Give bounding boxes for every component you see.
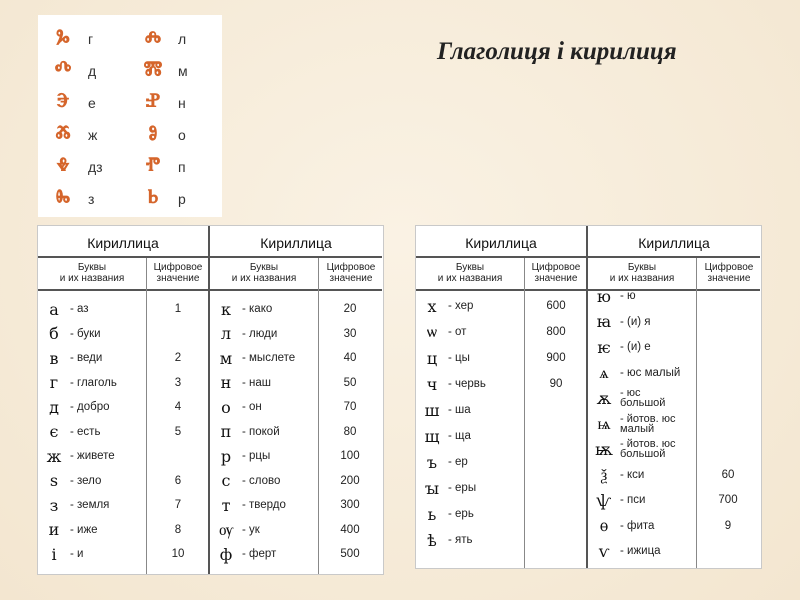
table-a-right-group: [210, 226, 382, 574]
letter-name: - хер: [448, 300, 474, 312]
table-row: [588, 437, 696, 461]
numeric-value: 60: [721, 468, 735, 481]
table-row: [416, 398, 524, 422]
letter-name: - мыслете: [242, 352, 296, 364]
glagolitic-row: [44, 87, 128, 119]
glagolitic-letter: дз: [88, 159, 103, 175]
glagolitic-glyph: ⰿ: [143, 56, 163, 86]
cyrillic-letter: т: [221, 495, 231, 515]
cyrillic-letter: ж: [46, 446, 62, 466]
table-row: [38, 444, 146, 468]
table-row: [38, 297, 182, 321]
table-row: [38, 322, 146, 346]
header-rule: [210, 289, 382, 291]
table-row: [38, 371, 182, 395]
numeric-value: 3: [174, 376, 182, 389]
glagolitic-letter: е: [88, 95, 96, 111]
cyrillic-letter: к: [221, 299, 231, 319]
letters-header: Буквы и их названия: [609, 262, 675, 284]
table-row: [588, 514, 732, 538]
table-row: [210, 420, 357, 444]
numeric-value: 90: [549, 378, 563, 390]
table-row: [210, 542, 360, 566]
column-divider: [318, 258, 319, 574]
glagolitic-glyph: ⰴ: [54, 56, 72, 86]
letter-name: - веди: [70, 352, 103, 364]
letter-name: - иже: [70, 523, 98, 536]
letter-name: - цы: [448, 352, 470, 364]
letter-name: - (и) я: [620, 315, 651, 328]
table-row: [588, 310, 696, 334]
table-row: [38, 518, 182, 542]
letter-name: - йотов. юс малый: [620, 412, 676, 435]
table-row: [210, 518, 360, 542]
table-row: [416, 528, 524, 552]
letter-name: - зело: [70, 474, 102, 487]
table-row: [588, 386, 696, 410]
cyrillic-letter: ѣ: [427, 530, 437, 550]
table-row: [588, 539, 696, 563]
cyrillic-letter: і: [51, 544, 57, 564]
slide-title: Глаголиця і кирилиця: [437, 38, 677, 65]
numeric-value: 10: [171, 548, 185, 560]
letter-name: - червь: [448, 378, 486, 390]
letter-name: - пси: [620, 494, 646, 506]
letter-name: - аз: [70, 303, 89, 315]
numeric-value: 2: [174, 352, 182, 364]
glagolitic-glyph: ⰶ: [55, 120, 71, 150]
cyrillic-letter: ѭ: [595, 439, 613, 459]
table-row: [38, 346, 182, 370]
column-title: Кириллица: [416, 230, 586, 258]
table-row: [38, 542, 185, 566]
glagolitic-glyph: ⱂ: [145, 152, 161, 182]
letter-name: - он: [242, 401, 262, 413]
column-title: Кириллица: [588, 230, 760, 258]
numeric-value: 9: [724, 519, 732, 532]
letter-name: - глаголь: [70, 376, 117, 389]
letter-name: - йотов. юс большой: [620, 438, 676, 460]
glagolitic-row: [134, 183, 218, 215]
table-b-left-group: [416, 226, 588, 568]
glagolitic-row: [44, 151, 128, 183]
table-row: [588, 361, 696, 385]
letter-name: - и: [70, 548, 84, 560]
values-header: Цифровое значение: [153, 262, 203, 284]
numeric-value: 5: [174, 425, 182, 438]
glagolitic-row: [134, 23, 218, 55]
table-row: [38, 420, 182, 444]
cyrillic-table-a: [37, 225, 384, 575]
cyrillic-letter: м: [219, 348, 233, 368]
table-a-left-group: [38, 226, 210, 574]
cyrillic-table-b: [415, 225, 762, 569]
numeric-value: 40: [343, 352, 357, 364]
numeric-value: 50: [343, 376, 357, 389]
cyrillic-letter: ф: [219, 544, 233, 564]
glagolitic-row: [44, 183, 128, 215]
table-row: [416, 372, 563, 396]
numeric-value: 200: [340, 474, 360, 487]
column-title: Кириллица: [38, 230, 208, 258]
letter-name: - ферт: [242, 548, 277, 560]
column-divider: [146, 258, 147, 574]
cyrillic-letter: ѯ: [600, 464, 608, 484]
cyrillic-letter: ѫ: [596, 388, 612, 408]
cyrillic-letter: п: [220, 422, 232, 441]
letter-name: - люди: [242, 327, 278, 340]
cyrillic-letter: ꙑ: [424, 478, 440, 498]
cyrillic-letter: ц: [426, 348, 438, 368]
letter-name: - ять: [448, 534, 473, 546]
numeric-value: 800: [546, 326, 566, 338]
cyrillic-letter: ѵ: [598, 541, 610, 561]
letter-name: - земля: [70, 499, 110, 511]
table-row: [416, 294, 566, 318]
header-rule: [416, 289, 586, 291]
glagolitic-letter: л: [178, 31, 187, 47]
letter-name: - ер: [448, 456, 468, 468]
cyrillic-letter: ꙗ: [596, 312, 612, 331]
cyrillic-letter: ѡ: [426, 322, 438, 341]
letter-name: - от: [448, 326, 467, 338]
cyrillic-letter: ч: [426, 374, 438, 394]
cyrillic-letter: ѧ: [599, 362, 609, 382]
table-row: [588, 463, 735, 487]
letter-name: - живете: [70, 450, 115, 462]
glagolitic-glyph: ⱁ: [148, 120, 158, 150]
cyrillic-letter: ѹ: [218, 519, 234, 539]
glagolitic-letter: д: [88, 63, 97, 79]
numeric-value: 30: [343, 327, 357, 340]
cyrillic-letter: ѕ: [49, 471, 59, 490]
letter-name: - ерь: [448, 508, 474, 520]
cyrillic-letter: х: [427, 296, 437, 316]
numeric-value: 20: [343, 303, 357, 315]
letter-name: - како: [242, 303, 273, 315]
letters-header: Буквы и их названия: [59, 262, 125, 284]
values-header: Цифровое значение: [531, 262, 581, 284]
numeric-value: 4: [174, 401, 182, 413]
numeric-value: 400: [340, 523, 360, 536]
cyrillic-letter: з: [49, 495, 59, 515]
numeric-value: 300: [340, 499, 360, 511]
glagolitic-glyph: ⰵ: [56, 88, 70, 118]
table-row: [588, 335, 696, 359]
column-divider: [696, 258, 697, 568]
letter-name: - твердо: [242, 499, 286, 511]
values-header: Цифровое значение: [704, 262, 754, 284]
letter-name: - покой: [242, 425, 280, 438]
numeric-value: 80: [343, 425, 357, 438]
numeric-value: 600: [546, 300, 566, 312]
glagolitic-letter: о: [178, 127, 186, 143]
cyrillic-letter: щ: [424, 426, 440, 446]
table-row: [38, 469, 182, 493]
glagolitic-glyph: ⰷ: [56, 152, 70, 182]
letters-header: Буквы и их названия: [437, 262, 503, 284]
letter-name: - рцы: [242, 450, 271, 462]
cyrillic-letter: о: [221, 397, 231, 417]
letter-name: - юс большой: [620, 387, 666, 409]
table-row: [416, 424, 524, 448]
cyrillic-letter: ю: [597, 286, 611, 306]
column-title: Кириллица: [210, 230, 382, 258]
glagolitic-letter: з: [88, 191, 95, 207]
letter-name: - добро: [70, 401, 110, 413]
cyrillic-letter: ѳ: [599, 516, 609, 535]
glagolitic-letter: р: [178, 191, 186, 207]
glagolitic-row: [44, 55, 128, 87]
cyrillic-letter: ъ: [426, 452, 438, 472]
cyrillic-letter: ѩ: [597, 413, 611, 433]
glagolitic-letter: п: [178, 159, 186, 175]
table-row: [588, 412, 696, 436]
table-row: [416, 320, 566, 344]
numeric-value: 1: [174, 303, 182, 315]
letter-name: - юс малый: [620, 366, 681, 379]
letter-name: - ша: [448, 404, 471, 416]
cyrillic-letter: р: [220, 446, 232, 466]
cyrillic-letter: г: [49, 373, 59, 392]
numeric-value: 8: [174, 523, 182, 536]
cyrillic-letter: є: [49, 422, 59, 441]
letter-name: - фита: [620, 519, 655, 532]
numeric-value: 900: [546, 352, 566, 364]
glagolitic-letter: м: [178, 63, 188, 79]
letter-name: - ю: [620, 290, 636, 302]
table-row: [210, 469, 360, 493]
cyrillic-letter: и: [48, 520, 60, 539]
letter-name: - есть: [70, 425, 101, 438]
numeric-value: 500: [340, 548, 360, 560]
glagolitic-glyph: ⰸ: [55, 184, 71, 214]
table-row: [38, 395, 182, 419]
cyrillic-letter: ь: [427, 504, 437, 524]
numeric-value: 6: [174, 474, 182, 487]
cyrillic-letter: а: [49, 299, 59, 319]
glagolitic-row: [134, 55, 218, 87]
cyrillic-letter: н: [220, 373, 232, 392]
glagolitic-row: [44, 23, 128, 55]
values-header: Цифровое значение: [326, 262, 376, 284]
glagolitic-glyph: ⰾ: [144, 24, 162, 54]
numeric-value: 7: [174, 499, 182, 511]
letter-name: - ижица: [620, 545, 661, 557]
glagolitic-card: [38, 15, 222, 217]
cyrillic-letter: ѥ: [597, 337, 611, 357]
table-row: [210, 297, 357, 321]
column-divider: [524, 258, 525, 568]
table-row: [416, 476, 524, 500]
table-row: [588, 284, 696, 308]
table-row: [38, 493, 182, 517]
table-row: [416, 450, 524, 474]
glagolitic-row: [44, 119, 128, 151]
letter-name: - слово: [242, 474, 281, 487]
glagolitic-glyph: ⱀ: [145, 88, 161, 118]
numeric-value: 100: [340, 450, 360, 462]
table-b-right-group: [588, 226, 760, 568]
table-row: [210, 346, 357, 370]
table-row: [210, 371, 357, 395]
glagolitic-letter: ж: [88, 127, 98, 143]
cyrillic-letter: б: [49, 324, 59, 343]
cyrillic-letter: в: [49, 348, 59, 368]
glagolitic-letter: г: [88, 31, 94, 47]
cyrillic-letter: с: [221, 471, 231, 490]
letter-name: - ук: [242, 523, 260, 536]
letters-header: Буквы и их названия: [231, 262, 297, 284]
table-row: [416, 346, 566, 370]
glagolitic-letter: н: [178, 95, 186, 111]
table-row: [210, 322, 357, 346]
cyrillic-letter: ѱ: [596, 490, 612, 510]
glagolitic-glyph: ⰳ: [56, 24, 70, 54]
table-row: [210, 395, 357, 419]
numeric-value: 700: [718, 494, 738, 506]
cyrillic-letter: д: [49, 397, 59, 417]
numeric-value: 70: [343, 401, 357, 413]
cyrillic-letter: л: [220, 324, 232, 343]
glagolitic-row: [134, 151, 218, 183]
letter-name: - еры: [448, 482, 477, 494]
glagolitic-row: [134, 119, 218, 151]
letter-name: - кси: [620, 468, 645, 481]
letter-name: - ща: [448, 430, 471, 442]
letter-name: - буки: [70, 327, 101, 340]
glagolitic-glyph: ⱃ: [147, 184, 159, 214]
table-row: [588, 488, 738, 512]
table-row: [210, 493, 360, 517]
letter-name: - (и) е: [620, 341, 651, 353]
table-row: [210, 444, 360, 468]
header-rule: [38, 289, 208, 291]
letter-name: - наш: [242, 376, 271, 389]
table-row: [416, 502, 524, 526]
cyrillic-letter: ш: [424, 400, 440, 420]
glagolitic-row: [134, 87, 218, 119]
